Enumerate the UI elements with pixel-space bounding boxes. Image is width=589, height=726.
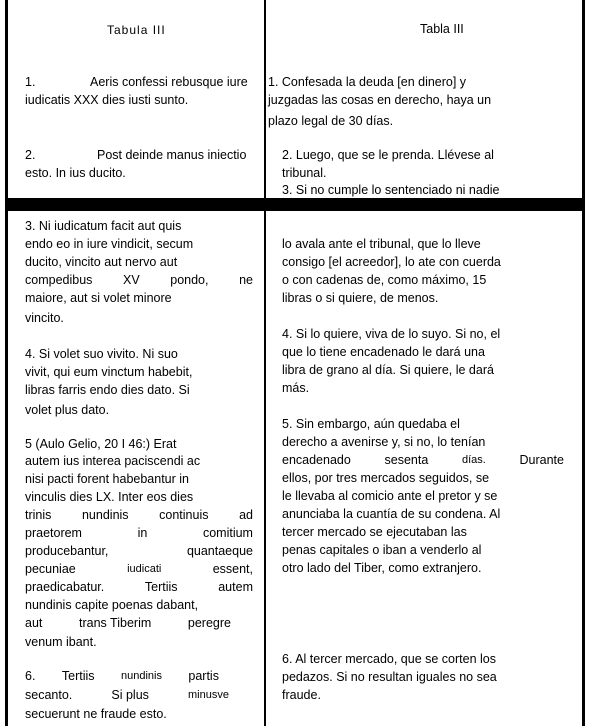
word: ne — [239, 273, 253, 287]
text-line: tribunal. — [282, 166, 327, 180]
word: autem — [218, 580, 253, 594]
word: Tertiis — [61, 669, 95, 683]
text-line: pedazos. Si no resultan iguales no sea — [282, 670, 497, 684]
text-line: otro lado del Tiber, como extranjero. — [282, 561, 482, 575]
text-line: autem ius interea paciscendi ac — [25, 454, 201, 468]
text-line: plazo legal de 30 días. — [268, 114, 394, 128]
text-line — [25, 560, 253, 578]
text-line: tercer mercado se ejecutaban las — [282, 525, 467, 539]
text-line — [25, 578, 253, 596]
text-line: fraude. — [282, 688, 321, 702]
word: Tertiis — [144, 580, 178, 594]
word: iudicati — [127, 563, 162, 575]
text-line: 4. Si volet suo vivito. Ni suo — [25, 347, 178, 361]
word: trans Tiberim — [79, 616, 152, 630]
word: días. — [461, 454, 486, 466]
word: ad — [239, 508, 253, 522]
word: compedibus — [25, 273, 93, 287]
text-line — [25, 667, 219, 685]
word: partis — [188, 669, 219, 683]
word: essent, — [212, 562, 253, 576]
text-line: secuerunt ne fraude esto. — [25, 707, 167, 721]
text-line — [25, 686, 229, 704]
text-line: Aeris confessi rebusque iure — [90, 75, 248, 89]
word: producebantur, — [25, 544, 109, 558]
word: Si plus — [111, 688, 149, 702]
text-line: o con cadenas de, como máximo, 15 — [282, 273, 487, 287]
text-line: 5. Sin embargo, aún quedaba el — [282, 417, 460, 431]
word: 6. — [25, 669, 36, 683]
word: minusve — [188, 689, 229, 701]
word: peregre — [187, 616, 231, 630]
text-line: más. — [282, 381, 310, 395]
text-line: 4. Si lo quiere, viva de lo suyo. Si no, el — [282, 327, 501, 341]
text-line: juzgadas las cosas en derecho, haya un — [268, 93, 492, 107]
column-divider — [264, 0, 266, 726]
word: nundinis — [81, 508, 129, 522]
word: sesenta — [384, 453, 429, 467]
text-line: penas capitales o iban a venderlo al — [282, 543, 482, 557]
text-line: libras o si quiere, de menos. — [282, 291, 439, 305]
text-line: vincito. — [25, 311, 64, 325]
word: pecuniae — [25, 562, 76, 576]
text-line: 3. Ni iudicatum facit aut quis — [25, 219, 182, 233]
word: encadenado — [282, 453, 351, 467]
text-line: que lo tiene encadenado le dará una — [282, 345, 485, 359]
text-line: volet plus dato. — [25, 403, 110, 417]
word: trinis — [25, 508, 52, 522]
text-line: vivit, qui eum vinctum habebit, — [25, 365, 193, 379]
text-line: ducito, vincito aut nervo aut — [25, 255, 178, 269]
text-line: 1. Confesada la deuda [en dinero] y — [268, 75, 467, 89]
text-line: vinculis dies LX. Inter eos dies — [25, 490, 194, 504]
text-line — [25, 271, 253, 289]
right-header: Tabla III — [420, 22, 464, 36]
text-line: Post deinde manus iniectio — [97, 148, 247, 162]
text-line: lo avala ante el tribunal, que lo lleve — [282, 237, 481, 251]
page-break-bar — [5, 198, 585, 211]
word: continuis — [159, 508, 209, 522]
word: comitium — [202, 526, 253, 540]
word: XV — [122, 273, 140, 287]
text-line: maiore, aut si volet minore — [25, 291, 172, 305]
text-line: le llevaba al comicio ante el pretor y se — [282, 489, 498, 503]
word: praedicabatur. — [25, 580, 105, 594]
section-number: 2. — [25, 148, 36, 162]
text-line: ellos, por tres mercados seguidos, se — [282, 471, 490, 485]
text-line — [25, 614, 231, 632]
text-line: nisi pacti forent habebantur in — [25, 472, 189, 486]
text-line: libras farris endo dies dato. Si — [25, 383, 190, 397]
word: Durante — [519, 453, 564, 467]
word: nundinis — [120, 670, 162, 682]
section-number: 1. — [25, 75, 36, 89]
text-line: derecho a avenirse y, si no, lo tenían — [282, 435, 486, 449]
left-header: Tabula III — [107, 23, 166, 37]
left-border — [5, 0, 8, 726]
word: praetorem — [25, 526, 82, 540]
word: quantaeque — [186, 544, 253, 558]
text-line — [25, 506, 253, 524]
text-line — [25, 524, 253, 542]
text-line: libra de grano al día. Si quiere, le dará — [282, 363, 494, 377]
text-line: anunciaba la cuantía de su condena. Al — [282, 507, 501, 521]
text-line: 6. Al tercer mercado, que se corten los — [282, 652, 496, 666]
text-line: consigo [el acreedor], lo ate con cuerda — [282, 255, 501, 269]
word: in — [137, 526, 148, 540]
text-line: 2. Luego, que se le prenda. Llévese al — [282, 148, 494, 162]
word: aut — [25, 616, 43, 630]
text-line: esto. In ius ducito. — [25, 166, 126, 180]
text-line: venum ibant. — [25, 635, 97, 649]
text-line: endo eo in iure vindicit, secum — [25, 237, 194, 251]
text-line: 3. Si no cumple lo sentenciado ni nadie — [282, 183, 500, 197]
word: secanto. — [25, 688, 73, 702]
text-line: nundinis capite poenas dabant, — [25, 598, 199, 612]
right-border — [582, 0, 585, 726]
text-line: iudicatis XXX dies iusti sunto. — [25, 93, 189, 107]
word: pondo, — [170, 273, 209, 287]
text-line — [282, 451, 564, 469]
text-line: 5 (Aulo Gelio, 20 I 46:) Erat — [25, 437, 177, 451]
text-line — [25, 542, 253, 560]
